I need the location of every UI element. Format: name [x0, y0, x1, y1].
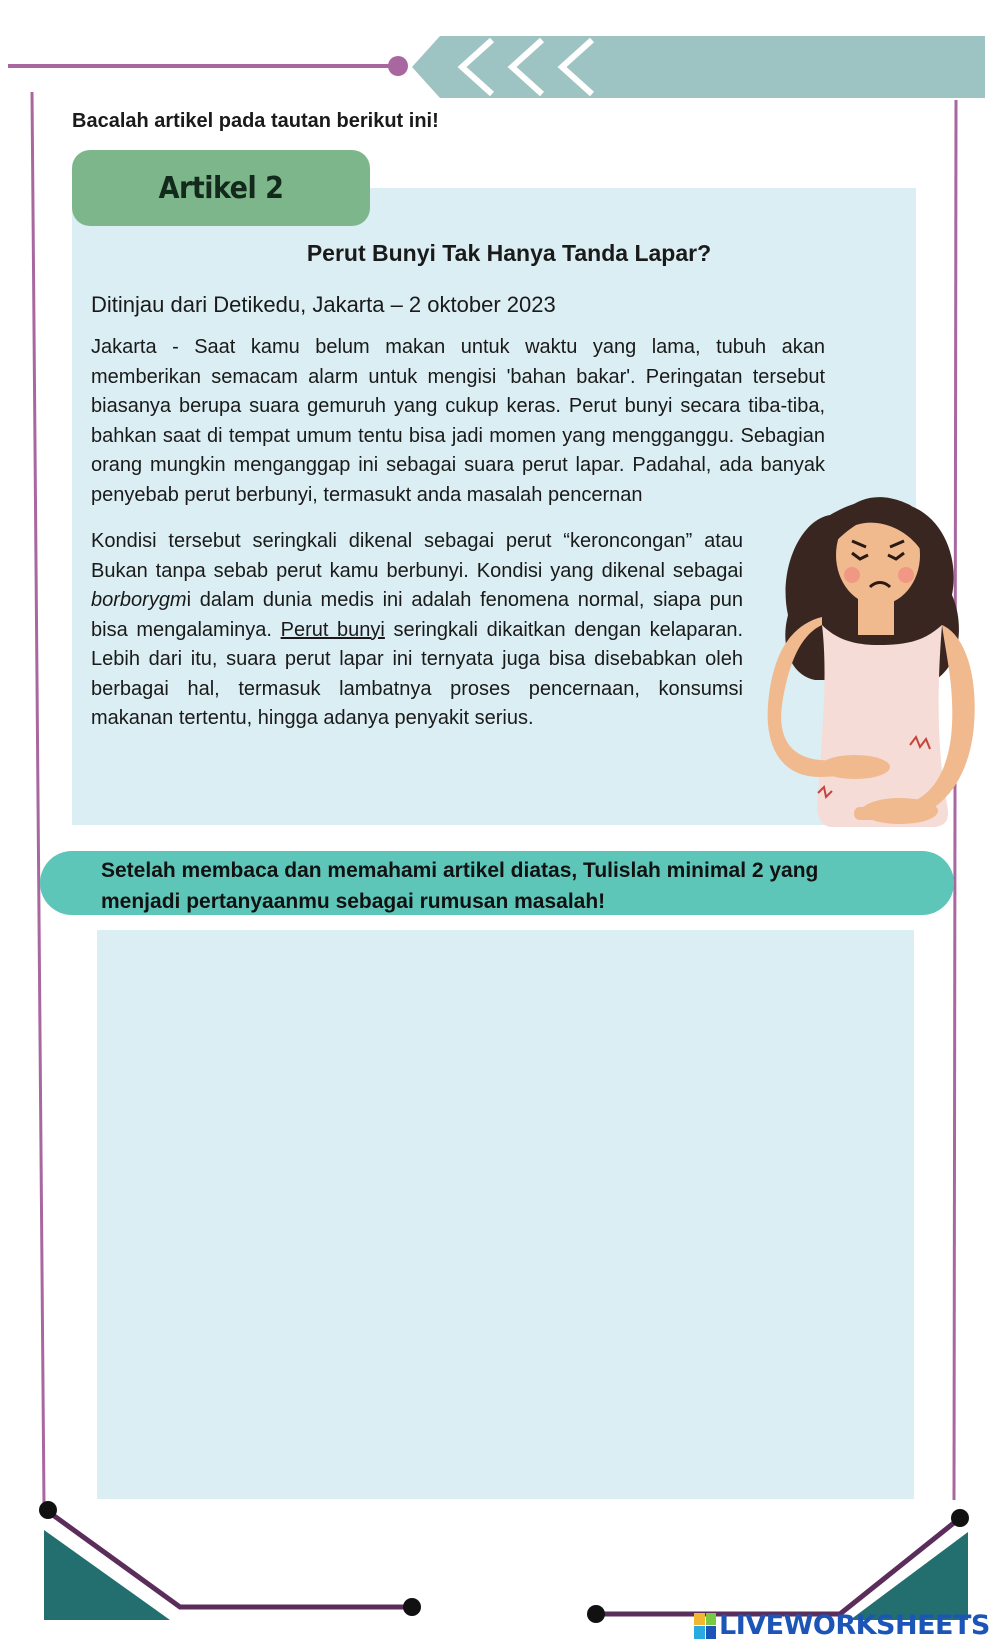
paragraph-2-italic-term: borborygm — [91, 589, 187, 611]
liveworksheets-logo-icon — [694, 1613, 716, 1639]
paragraph-2-part-3: seringkali dikaitkan dengan kelaparan. Lebih dari itu, suara perut lapar ini ternyata juga bisa disebabkan oleh berbagai hal, termasuk lambatnya proses pencernaan, konsumsi makanan tertentu, hingga adanya penyakit serius. — [91, 618, 744, 729]
article-title: Perut Bunyi Tak Hanya Tanda Lapar? — [306, 240, 712, 266]
article-paragraph-2 — [91, 527, 743, 734]
instruction-text: Bacalah artikel pada tautan berikut ini! — [72, 110, 439, 132]
article-paragraph-1: Jakarta - Saat kamu belum makan untuk waktu yang lama, tubuh akan memberikan semacam alarm untuk mengisi 'bahan bakar'. Peringatan tersebut biasanya berupa suara gemuruh yang cukup keras. Perut bunyi secara tiba-tiba, bahkan saat di tempat umum tentu bisa jadi momen yang mengganggu. Sebagian orang mungkin menganggap ini sebagai suara perut lapar. Padahal, ada banyak penyebab perut berbunyi, termasukt anda masalah pencernan — [91, 336, 825, 506]
liveworksheets-logo-text: LIVEWORKSHEETS — [719, 1610, 990, 1641]
answer-textarea[interactable] — [97, 930, 914, 1499]
article-badge: Artikel 2 — [72, 150, 370, 226]
stomach-ache-illustration — [760, 475, 985, 831]
task-prompt: Setelah membaca dan memahami artikel diatas, Tulislah minimal 2 yang menjadi pertanyaanmu sebagai rumusan masalah! — [101, 859, 819, 913]
paragraph-2-part-1: Kondisi tersebut seringkali dikenal sebagai perut “keroncongan” atau Bukan tanpa sebab perut kamu berbunyi. Kondisi yang dikenal sebagai — [91, 530, 743, 582]
perut-bunyi-link[interactable]: Perut bunyi — [280, 618, 385, 641]
article-source: Ditinjau dari Detikedu, Jakarta – 2 oktober 2023 — [91, 292, 556, 317]
liveworksheets-logo[interactable] — [694, 1610, 990, 1641]
paragraph-2-part-2: i dalam dunia medis ini adalah fenomena normal, siapa pun bisa mengalaminya. — [91, 589, 743, 641]
